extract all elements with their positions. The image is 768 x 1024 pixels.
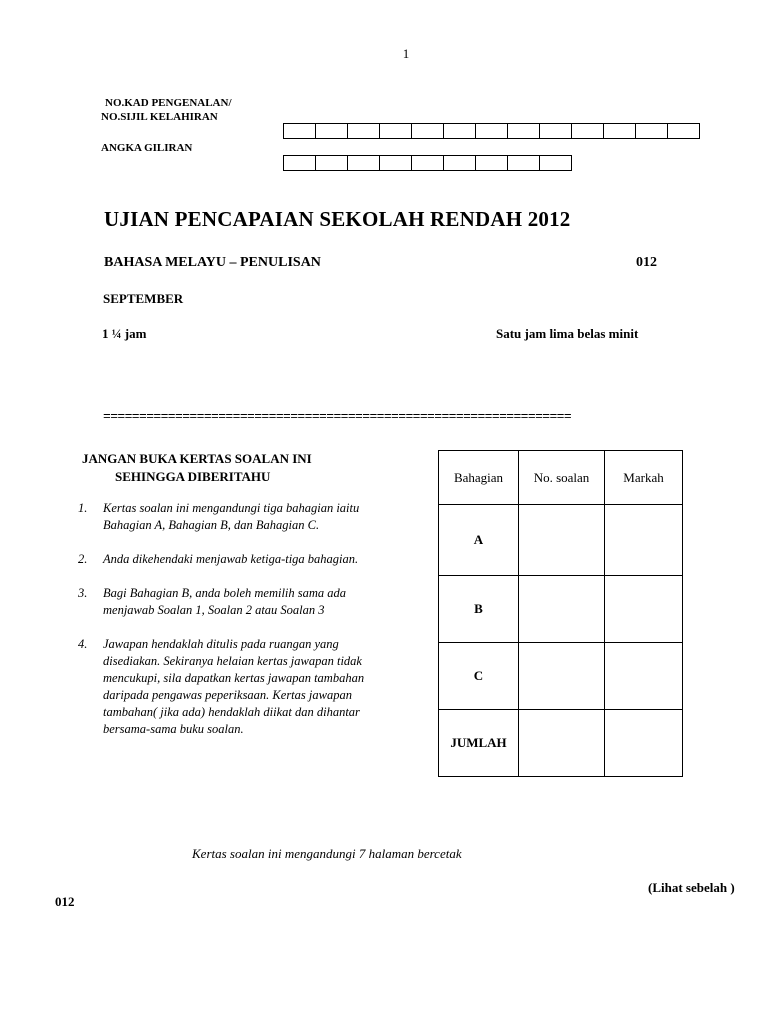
separator-line: =================================================================: [103, 409, 572, 424]
section-a-label: A: [439, 505, 519, 576]
ic-label-line1: NO.KAD PENGENALAN/: [105, 97, 232, 109]
instruction-number: 4.: [78, 637, 88, 651]
table-row: [439, 576, 683, 643]
digit-box[interactable]: [443, 155, 476, 171]
pages-note: Kertas soalan ini mengandungi 7 halaman bercetak: [192, 846, 462, 861]
digit-box[interactable]: [443, 123, 476, 139]
instruction-text: Kertas soalan ini mengandungi tiga bahagian iaitu Bahagian A, Bahagian B, dan Bahagian C.: [103, 501, 360, 532]
instruction-list: [78, 500, 388, 755]
instruction-number: 1.: [78, 501, 88, 515]
digit-box[interactable]: [411, 123, 444, 139]
ic-label-line2: NO.SIJIL KELAHIRAN: [101, 111, 218, 123]
duration-in-words: Satu jam lima belas minit: [496, 326, 639, 341]
section-b-label: B: [439, 576, 519, 643]
instruction-number: 2.: [78, 552, 88, 566]
instruction-item: [78, 500, 388, 534]
digit-box[interactable]: [603, 123, 636, 139]
digit-box[interactable]: [539, 123, 572, 139]
digit-box[interactable]: [283, 123, 316, 139]
table-row: [439, 643, 683, 710]
marks-cell[interactable]: [605, 710, 683, 777]
total-label: JUMLAH: [439, 710, 519, 777]
header-no-soalan: No. soalan: [519, 451, 605, 505]
turn-over-note: (Lihat sebelah ): [648, 880, 735, 895]
digit-box[interactable]: [315, 155, 348, 171]
marks-table-header: [439, 451, 683, 505]
ic-number-boxes[interactable]: [283, 123, 700, 139]
digit-box[interactable]: [379, 123, 412, 139]
duration: 1 ¼ jam: [102, 326, 147, 341]
digit-box[interactable]: [315, 123, 348, 139]
subject-name: BAHASA MELAYU – PENULISAN: [104, 255, 321, 270]
index-number-label: ANGKA GILIRAN: [101, 142, 193, 154]
instruction-text: Anda dikehendaki menjawab ketiga-tiga bahagian.: [103, 552, 359, 566]
exam-title: UJIAN PENCAPAIAN SEKOLAH RENDAH 2012: [104, 207, 571, 231]
warning-notice: [82, 450, 312, 486]
header-markah: Markah: [605, 451, 683, 505]
question-number-cell[interactable]: [519, 643, 605, 710]
section-c-label: C: [439, 643, 519, 710]
instruction-item: [78, 585, 388, 619]
question-number-cell[interactable]: [519, 505, 605, 576]
marks-cell[interactable]: [605, 505, 683, 576]
digit-box[interactable]: [667, 123, 700, 139]
digit-box[interactable]: [539, 155, 572, 171]
instruction-number: 3.: [78, 586, 88, 600]
instruction-text: Bagi Bahagian B, anda boleh memilih sama ada menjawab Soalan 1, Soalan 2 atau Soalan 3: [103, 586, 347, 617]
marks-cell[interactable]: [605, 576, 683, 643]
digit-box[interactable]: [635, 123, 668, 139]
digit-box[interactable]: [507, 155, 540, 171]
index-number-boxes[interactable]: [283, 155, 572, 171]
warning-line1: JANGAN BUKA KERTAS SOALAN INI: [82, 451, 312, 466]
table-row: [439, 710, 683, 777]
exam-month: SEPTEMBER: [103, 291, 184, 306]
instruction-item: [78, 636, 388, 738]
digit-box[interactable]: [379, 155, 412, 171]
header-bahagian: Bahagian: [439, 451, 519, 505]
digit-box[interactable]: [347, 123, 380, 139]
footer-code: 012: [55, 894, 75, 909]
instruction-item: [78, 551, 388, 568]
question-number-cell[interactable]: [519, 710, 605, 777]
marks-table: [438, 450, 683, 777]
table-row: [439, 505, 683, 576]
subject-code: 012: [636, 255, 657, 270]
page-number: 1: [402, 46, 410, 61]
question-number-cell[interactable]: [519, 576, 605, 643]
digit-box[interactable]: [411, 155, 444, 171]
warning-line2: SEHINGGA DIBERITAHU: [115, 469, 271, 484]
digit-box[interactable]: [347, 155, 380, 171]
digit-box[interactable]: [475, 155, 508, 171]
digit-box[interactable]: [507, 123, 540, 139]
instruction-text: Jawapan hendaklah ditulis pada ruangan yang disediakan. Sekiranya helaian kertas jawapan tidak mencukupi, sila dapatkan kertas jawapan tambahan daripada pengawas peperiksaan. Kertas jawapan tambahan( jika ada) hendaklah diikat dan dihantar bersama-sama buku soalan.: [103, 637, 365, 736]
digit-box[interactable]: [571, 123, 604, 139]
digit-box[interactable]: [475, 123, 508, 139]
digit-box[interactable]: [283, 155, 316, 171]
marks-cell[interactable]: [605, 643, 683, 710]
